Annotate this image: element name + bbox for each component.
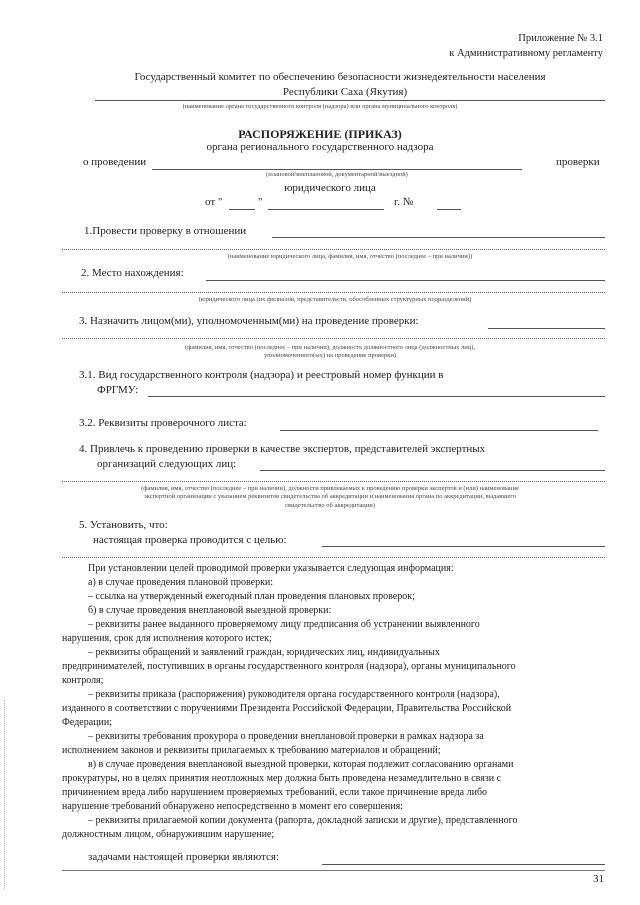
item-3-label: 3. Назначить лицом(ми), уполномоченным(ми) на проведение проверки: <box>79 315 419 327</box>
info-line: – реквизиты приказа (распоряжения) руководителя органа государственного контроля (надзора), <box>88 689 500 700</box>
footer-rule <box>62 870 605 871</box>
item-1-field <box>272 237 605 238</box>
check-label: проверки <box>556 156 600 168</box>
item-2-field-line-2 <box>62 292 605 293</box>
org-name-line-1: Государственный комитет по обеспечению безопасности жизнедеятельности населения <box>134 71 546 83</box>
info-line: предпринимателей, поступивших в органы государственного контроля (надзора), органы муниципального <box>62 661 516 672</box>
date-day-field <box>229 209 255 210</box>
item-4-field <box>260 470 605 471</box>
date-month-field <box>268 209 384 210</box>
tasks-field <box>322 864 605 865</box>
item-3-field <box>488 328 605 329</box>
document-subtitle: органа регионального государственного надзора <box>206 141 434 153</box>
item-2-label: 2. Место нахождения: <box>81 267 184 279</box>
tasks-label: задачами настоящей проверки являются: <box>88 851 279 863</box>
date-quote: " <box>258 196 263 208</box>
item-3-field-line-2 <box>62 338 605 339</box>
item-3-1-line-1: 3.1. Вид государственного контроля (надзора) и реестровый номер функции в <box>79 369 444 381</box>
item-5-field <box>322 546 605 547</box>
info-line: – реквизиты прилагаемой копии документа (рапорта, докладной записки и другие), представленного <box>88 815 518 826</box>
info-line: – реквизиты ранее выданного проверяемому лицу предписания об устранении выявленного <box>88 619 480 630</box>
appendix-line-1: Приложение № 3.1 <box>518 33 603 44</box>
info-line: – реквизиты обращений и заявлений граждан, юридических лиц, индивидуальных <box>88 647 440 658</box>
item-5-line-1: 5. Установить, что: <box>79 519 168 531</box>
item-4-caption-1: (фамилия, имя, отчество (последнее – при наличии), должности привлекаемых к проведению проверки экспертов и (или) наименование <box>141 485 519 492</box>
item-2-field <box>206 280 605 281</box>
info-line: нарушения, срок для исполнения которого истек; <box>62 633 272 644</box>
date-from-label: от " <box>205 196 223 208</box>
about-field <box>152 169 522 170</box>
date-year-label: г. № <box>394 196 414 208</box>
item-3-caption-1: (фамилия, имя, отчество (последнее – при наличии), должность должностного лица (должностных лиц), <box>185 344 475 351</box>
item-3-2-label: 3.2. Реквизиты проверочного листа: <box>79 417 247 429</box>
info-line: прокуратуры, но в целях принятия неотложных мер должна быть проведена незамедлительно в связи с <box>62 773 502 784</box>
about-caption: (плановой/внеплановой, документарной/выездной) <box>266 171 408 178</box>
item-1-label: 1.Провести проверку в отношении <box>84 225 247 237</box>
item-4-line-2: организаций следующих лиц: <box>97 458 237 470</box>
info-line: в) в случае проведения внеплановой выездной проверки, которая подлежит согласованию органами <box>88 759 514 770</box>
item-5-line-2: настоящая проверка проводится с целью: <box>93 534 287 546</box>
info-line: Федерации; <box>62 717 113 728</box>
entity-label: юридического лица <box>284 182 376 194</box>
item-3-1-field <box>148 396 605 397</box>
info-line: должностным лицом, обнаружившим нарушение; <box>62 829 275 840</box>
info-line: – ссылка на утвержденный ежегодный план проведения плановых проверок; <box>88 591 415 602</box>
item-3-1-line-2: ФРГМУ: <box>97 384 139 396</box>
org-underline <box>95 100 605 101</box>
item-4-field-line-2 <box>62 481 605 482</box>
info-line: контроля; <box>62 675 104 686</box>
info-line: При установлении целей проводимой проверки указывается следующая информация: <box>88 563 454 574</box>
document-title: РАСПОРЯЖЕНИЕ (ПРИКАЗ) <box>238 127 402 141</box>
info-line: исполнением законов и реквизиты прилагаемых к требованию материалов и обращений; <box>62 745 441 756</box>
appendix-line-2: к Административному регламенту <box>449 48 603 59</box>
info-line: б) в случае проведения внеплановой выездной проверки: <box>88 605 332 616</box>
info-line: причинением вреда либо нарушением проверяемых требований, если такое причинение вреда либо <box>62 787 488 798</box>
item-2-caption: (юридического лица (их филиалов, представительств, обособленных структурных подразделений) <box>198 296 472 303</box>
order-number-field <box>437 209 461 210</box>
info-line: нарушение требований обнаружено непосредственно в момент его совершения: <box>62 801 403 812</box>
item-1-caption: (наименование юридического лица, фамилия, имя, отчество (последнее – при наличии)) <box>227 253 473 260</box>
item-3-caption-2: уполномоченного(ых) на проведение проверки) <box>263 352 397 359</box>
item-4-line-1: 4. Привлечь к проведению проверки в качестве экспертов, представителей экспертных <box>79 443 486 455</box>
item-3-2-field <box>280 430 598 431</box>
item-4-caption-2: экспертной организации с указанием реквизитов свидетельства об аккредитации и наименования органа по аккредитации, выдавшего <box>144 493 516 500</box>
about-label: о проведении <box>83 156 147 168</box>
scan-edge <box>4 700 5 890</box>
info-line: а) в случае проведения плановой проверки: <box>88 577 274 588</box>
info-line: – реквизиты требования прокурора о проведении внеплановой проверки в рамках надзора за <box>88 731 484 742</box>
org-name-line-2: Республики Саха (Якутия) <box>282 86 408 98</box>
org-caption: (наименование органа государственного контроля (надзора) или органа муниципального контроля) <box>182 103 458 110</box>
info-line: изданного в соответствии с поручениями Президента Российской Федерации, Правительства Российской <box>62 703 512 714</box>
item-4-caption-3: свидетельство об аккредитации) <box>285 502 375 509</box>
item-1-field-line-2 <box>62 249 605 250</box>
page-number: 31 <box>593 873 604 885</box>
item-5-field-line-2 <box>62 557 605 558</box>
